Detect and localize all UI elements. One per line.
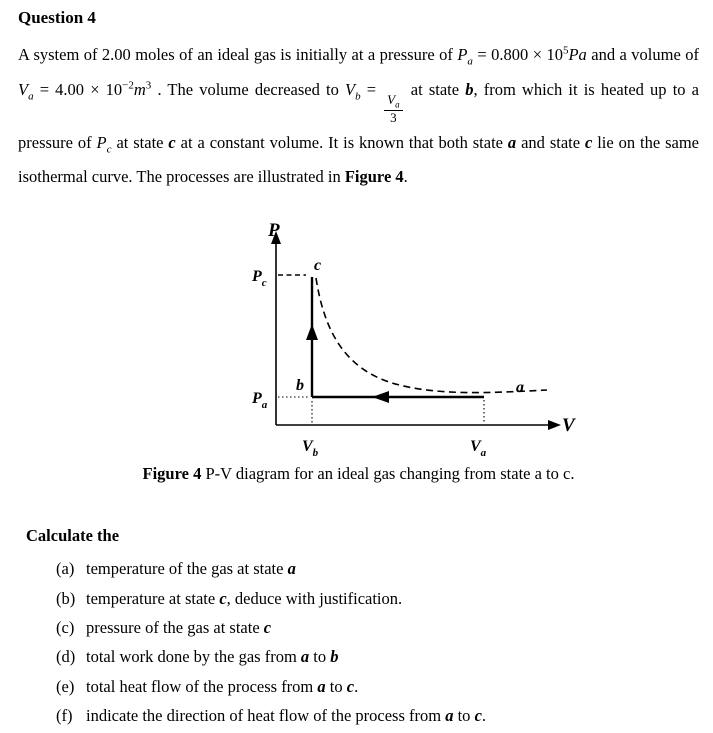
- question-paragraph: A system of 2.00 moles of an ideal gas is initially at a pressure of $P_a = 0.800 \times 10^5Pa$ and a volume of $V_a = 4.00 \times 10^{-2}m^3$ . The volume decreased to $V_b$ = $\frac{V_a}{3}$ at state b, from which it is heated up to a pressure of $P_c$ at state c at a constant volume. It is known that both state a and state c lie on the same isothermal curve. The processes are illustrated in Figure 4.: [18, 44, 699, 187]
- calculate-heading: Calculate the: [26, 526, 120, 546]
- up-arrow-icon: [306, 324, 318, 340]
- item-label-f: (f): [56, 706, 73, 726]
- pc-label: $P_c$: [252, 268, 267, 290]
- item-label-e: (e): [56, 676, 75, 696]
- item-text-b: temperature at state c, deduce with justification.: [86, 588, 403, 608]
- item-text-c: pressure of the gas at state c: [86, 618, 272, 637]
- item-label-c: (c): [56, 618, 75, 637]
- item-label-a: (a): [56, 559, 75, 579]
- list-item-b: [56, 584, 699, 613]
- point-c-label: c: [314, 257, 322, 275]
- item-text-e: total heat flow of the process from a to c.: [86, 676, 359, 696]
- figure-caption: [18, 464, 699, 484]
- item-text-f: indicate the direction of heat flow of the process from a to c.: [86, 706, 487, 726]
- figure-caption-label: Figure 4: [142, 464, 202, 484]
- isotherm-curve: [316, 278, 547, 393]
- v-axis-arrow-icon: [548, 420, 561, 430]
- figure-caption-text: P-V diagram for an ideal gas changing from state a to c.: [201, 464, 575, 484]
- item-text-d: total work done by the gas from a to b: [86, 647, 339, 667]
- list-item-d: [56, 642, 699, 671]
- item-label-d: (d): [56, 647, 76, 667]
- point-b-label: b: [296, 377, 304, 395]
- figure-container: [244, 220, 699, 460]
- pa-label: $P_a$: [252, 390, 268, 412]
- list-item-c: [56, 613, 699, 642]
- left-arrow-icon: [372, 391, 389, 403]
- calculate-list: [56, 554, 699, 730]
- item-text-a: temperature of the gas at state a: [86, 559, 296, 579]
- va-label: $V_a$: [470, 438, 487, 460]
- v-axis-label: V: [562, 415, 575, 437]
- item-label-b: (b): [56, 588, 76, 608]
- p-axis-label: P: [268, 220, 280, 242]
- list-item-f: [56, 701, 699, 730]
- vb-label: $V_b$: [302, 438, 319, 460]
- question-title: Question 4: [18, 8, 96, 27]
- point-a-label: a: [516, 379, 524, 397]
- pv-diagram: [244, 220, 584, 460]
- list-item-a: [56, 554, 699, 583]
- list-item-e: [56, 672, 699, 701]
